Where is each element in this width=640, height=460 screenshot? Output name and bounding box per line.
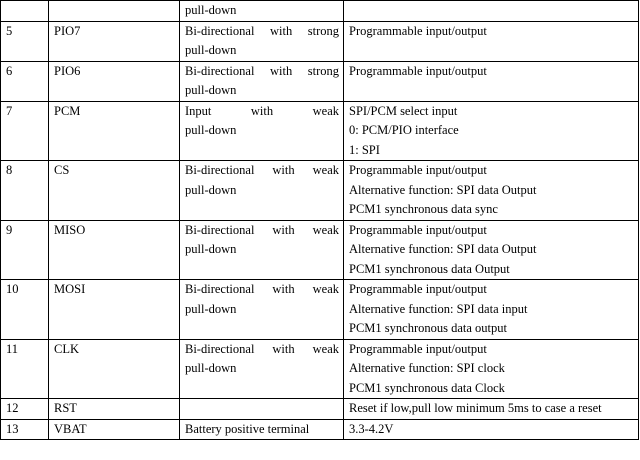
- pin-number: 10: [6, 282, 19, 296]
- pin-description-cell: [344, 220, 639, 280]
- table-row: [1, 101, 639, 161]
- pin-name-cell: [49, 399, 180, 420]
- table-row: [1, 1, 639, 22]
- table-row: [1, 161, 639, 221]
- pin-description-line: Alternative function: SPI data Output: [349, 242, 537, 256]
- pin-name: RST: [54, 401, 77, 415]
- pin-description-cell: [344, 419, 639, 440]
- pin-type-cell: [180, 21, 344, 61]
- pin-name: PCM: [54, 103, 81, 118]
- pin-description-cell: [344, 280, 639, 340]
- pin-type-line: Input with weak: [185, 103, 339, 118]
- pin-type-line: Bi-directional with weak: [185, 341, 339, 356]
- pin-type-line: Bi-directional with weak: [185, 222, 339, 237]
- pin-name-cell: [49, 419, 180, 440]
- pin-description-line: Alternative function: SPI data Output: [349, 182, 537, 197]
- pin-type-line: pull-down: [185, 242, 237, 256]
- pin-type-cell: [180, 280, 344, 340]
- pin-number-cell: [1, 339, 49, 399]
- pin-description-line: Programmable input/output: [349, 341, 487, 356]
- pin-type-cell: [180, 101, 344, 161]
- pin-number-cell: [1, 1, 49, 22]
- pin-description-cell: [344, 1, 639, 22]
- pin-description-cell: [344, 21, 639, 61]
- pin-type-line: Bi-directional with weak: [185, 282, 339, 296]
- pin-description-line: Programmable input/output: [349, 23, 487, 38]
- pin-number-cell: [1, 161, 49, 221]
- pin-name: VBAT: [54, 421, 87, 436]
- pin-number: 7: [6, 103, 13, 118]
- pin-name: MISO: [54, 222, 86, 237]
- pin-type-line: pull-down: [185, 43, 237, 57]
- table-row: [1, 220, 639, 280]
- pin-type-cell: [180, 61, 344, 101]
- pin-type-line: pull-down: [185, 301, 237, 316]
- pin-type-cell: [180, 1, 344, 22]
- pin-description-line: PCM1 synchronous data Clock: [349, 380, 505, 395]
- pin-name: PIO7: [54, 23, 81, 38]
- pin-description-line: PCM1 synchronous data output: [349, 321, 507, 335]
- pin-description-line: 1: SPI: [349, 142, 380, 157]
- pin-description-line: Alternative function: SPI data input: [349, 301, 528, 316]
- pin-number-cell: [1, 101, 49, 161]
- pin-number: 9: [6, 222, 13, 237]
- pin-name-cell: [49, 220, 180, 280]
- pin-type-line: Bi-directional with strong: [185, 23, 339, 38]
- pin-type-line: Bi-directional with weak: [185, 163, 339, 177]
- pin-type-line: pull-down: [185, 83, 237, 97]
- pin-type-line: pull-down: [185, 361, 237, 375]
- pin-name-cell: [49, 21, 180, 61]
- pin-description-line: Programmable input/output: [349, 63, 487, 78]
- pin-description-line: Programmable input/output: [349, 222, 487, 237]
- pin-description-line: SPI/PCM select input: [349, 103, 458, 118]
- table-row: [1, 339, 639, 399]
- table-row: [1, 399, 639, 420]
- pin-number: 6: [6, 63, 13, 78]
- pin-description-cell: [344, 161, 639, 221]
- pin-description-line: Programmable input/output: [349, 282, 487, 296]
- pin-type-line: Battery positive terminal: [185, 421, 310, 436]
- pin-description-line: 3.3-4.2V: [349, 421, 394, 436]
- pin-name-cell: [49, 161, 180, 221]
- pin-name: CLK: [54, 341, 79, 356]
- pin-name-cell: [49, 101, 180, 161]
- pin-description-line: 0: PCM/PIO interface: [349, 123, 459, 137]
- pin-description-cell: [344, 101, 639, 161]
- table-row: [1, 61, 639, 101]
- pin-number-cell: [1, 280, 49, 340]
- pin-name-cell: [49, 61, 180, 101]
- pin-description-cell: [344, 61, 639, 101]
- pin-description-cell: [344, 339, 639, 399]
- table-row: [1, 419, 639, 440]
- pin-number-cell: [1, 399, 49, 420]
- pin-description-line: Reset if low,pull low minimum 5ms to case a reset: [349, 401, 602, 415]
- pin-type-cell: [180, 399, 344, 420]
- pin-number: 12: [6, 401, 19, 415]
- pin-type-line: pull-down: [185, 3, 237, 17]
- table-row: [1, 280, 639, 340]
- pin-number-cell: [1, 61, 49, 101]
- pin-type-line: Bi-directional with strong: [185, 63, 339, 78]
- table-row: [1, 21, 639, 61]
- pin-number: 11: [6, 341, 19, 356]
- pin-description-line: PCM1 synchronous data Output: [349, 261, 510, 276]
- pin-type-line: pull-down: [185, 123, 237, 137]
- pin-name: PIO6: [54, 63, 81, 78]
- pin-number-cell: [1, 220, 49, 280]
- pin-type-cell: [180, 161, 344, 221]
- pin-name: CS: [54, 163, 70, 177]
- pin-description-line: Alternative function: SPI clock: [349, 361, 505, 375]
- pin-description-cell: [344, 399, 639, 420]
- pin-description-line: Programmable input/output: [349, 163, 487, 177]
- pin-type-cell: [180, 339, 344, 399]
- pin-number: 8: [6, 163, 13, 177]
- pin-number: 13: [6, 421, 19, 436]
- pin-name-cell: [49, 280, 180, 340]
- pin-number: 5: [6, 23, 13, 38]
- pin-number-cell: [1, 419, 49, 440]
- pin-description-line: PCM1 synchronous data sync: [349, 202, 498, 216]
- pin-name-cell: [49, 1, 180, 22]
- pin-type-cell: [180, 419, 344, 440]
- pin-type-line: pull-down: [185, 182, 237, 197]
- pin-number-cell: [1, 21, 49, 61]
- pin-type-cell: [180, 220, 344, 280]
- pin-table-body: [1, 1, 639, 440]
- pin-name: MOSI: [54, 282, 86, 296]
- pin-name-cell: [49, 339, 180, 399]
